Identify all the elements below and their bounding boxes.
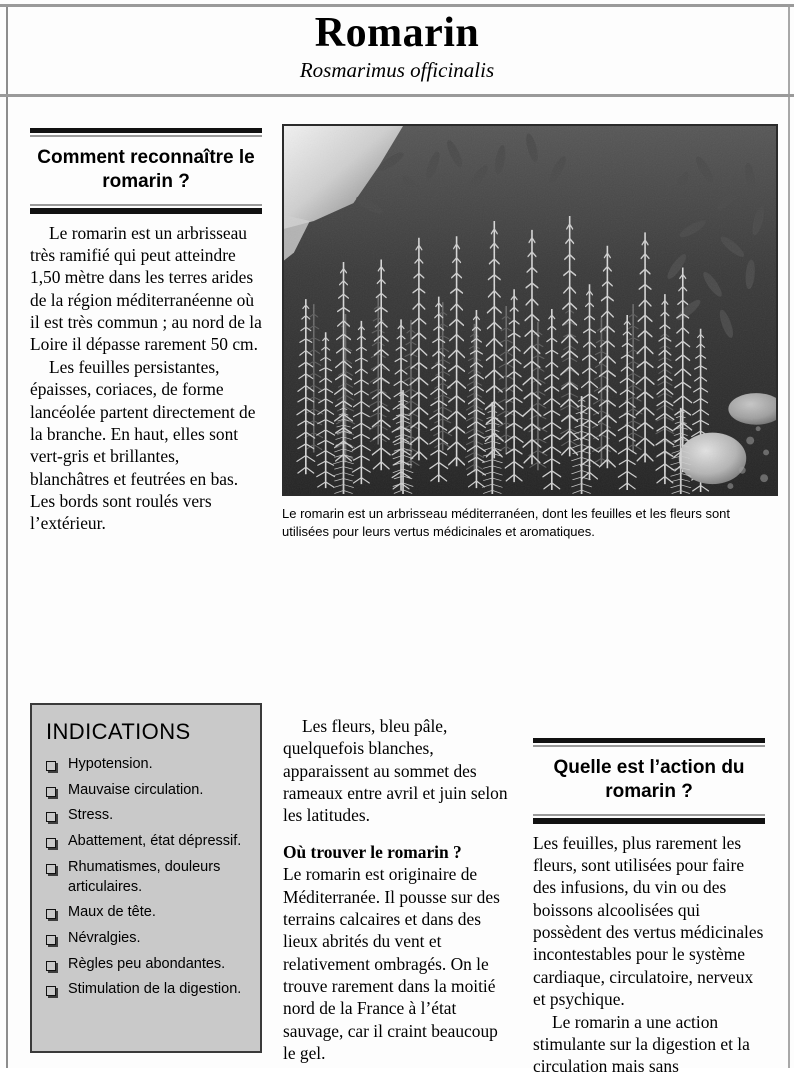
list-item-label: Abattement, état dépressif. — [68, 833, 242, 850]
section-flowers-and-where — [283, 715, 511, 1064]
list-item — [46, 832, 250, 852]
list-item-label: Névralgies. — [68, 930, 141, 947]
photo-block — [282, 124, 778, 542]
paragraph: Le romarin est originaire de Méditerranée. Il pousse sur des terrains calcaires et dans des lieux abrités du vent et relativement ombragés. On le trouve rarement dans la moitié nord de la France à l’état sauvage, car il craint beaucoup le gel. — [283, 864, 500, 1064]
indications-list — [46, 755, 250, 1000]
photo-image — [284, 126, 776, 494]
section-heading-recognize: Comment reconnaître le romarin ? — [37, 147, 255, 193]
list-item — [46, 929, 250, 949]
list-item-label: Rhumatismes, douleurs articulaires. — [68, 858, 221, 895]
section-recognize — [30, 128, 262, 535]
list-item-label: Stimulation de la digestion. — [68, 981, 242, 998]
photo-caption: Le romarin est un arbrisseau méditerranéen, dont les feuilles et les fleurs sont utilisées pour leurs vertus médicinales et aromatiques. — [282, 506, 731, 540]
list-item — [46, 903, 250, 923]
list-item — [46, 755, 250, 775]
paragraph: Les feuilles persistantes, épaisses, coriaces, de forme lancéolée partent directement de la branche. En haut, elles sont vert-gris et brillantes, blanchâtres et feutrées en bas. Les bords sont roulés vers l’extérieur. — [30, 356, 256, 534]
square-outline-icon — [46, 981, 68, 1000]
subheading-where: Où trouver le romarin ? — [283, 841, 462, 862]
list-item-label: Maux de tête. — [68, 904, 156, 921]
page-border-left — [6, 5, 8, 1068]
heading-rule-below — [533, 814, 765, 824]
square-outline-icon — [46, 782, 68, 801]
page-title: Romarin — [314, 10, 480, 56]
list-item — [46, 955, 250, 975]
page-subtitle: Rosmarimus officinalis — [299, 58, 495, 82]
list-item — [46, 781, 250, 801]
paragraph: Les feuilles, plus rarement les fleurs, sont utilisées pour faire des infusions, du vin ou des boissons alcoolisées qui possèdent des vertus médicinales incontestables pour le système cardiaque, circulatoire, nerveux et psychique. — [533, 832, 764, 1010]
paragraph: Le romarin est un arbrisseau très ramifié qui peut atteindre 1,50 mètre dans les terres arides de la région méditerranéenne où il est très commun ; au nord de la Loire il dépasse rarement 50 cm. — [30, 222, 262, 355]
square-outline-icon — [46, 756, 68, 775]
recognize-body — [30, 222, 262, 535]
paragraph: Le romarin a une action stimulante sur la digestion et la circulation mais sans — [533, 1011, 750, 1077]
action-body — [533, 832, 765, 1078]
paragraph: Les fleurs, bleu pâle, quelquefois blanches, apparaissent au sommet des rameaux entre avril et juin selon les latitudes. — [283, 716, 508, 826]
square-outline-icon — [46, 904, 68, 923]
heading-rule-above — [30, 128, 262, 137]
heading-rule-above — [533, 738, 765, 747]
where-body — [283, 863, 511, 1064]
square-outline-icon — [46, 833, 68, 852]
list-item-label: Stress. — [68, 807, 114, 824]
masthead — [0, 0, 794, 100]
square-outline-icon — [46, 956, 68, 975]
section-action — [533, 738, 765, 1078]
heading-rule-below — [30, 204, 262, 214]
flowers-body — [283, 715, 511, 827]
masthead-rule-bottom — [0, 94, 794, 97]
square-outline-icon — [46, 930, 68, 949]
list-item — [46, 980, 250, 1000]
indications-title: INDICATIONS — [46, 719, 191, 744]
indications-box — [30, 703, 262, 1053]
rosemary-photo — [282, 124, 778, 496]
masthead-rule-top — [0, 4, 794, 7]
list-item-label: Mauvaise circulation. — [68, 781, 204, 798]
list-item-label: Règles peu abondantes. — [68, 955, 226, 972]
list-item-label: Hypotension. — [68, 756, 153, 772]
section-heading-action: Quelle est l’action du romarin ? — [553, 757, 745, 803]
square-outline-icon — [46, 859, 68, 878]
square-outline-icon — [46, 807, 68, 826]
page-border-right — [788, 5, 790, 1068]
list-item — [46, 858, 250, 897]
list-item — [46, 806, 250, 826]
